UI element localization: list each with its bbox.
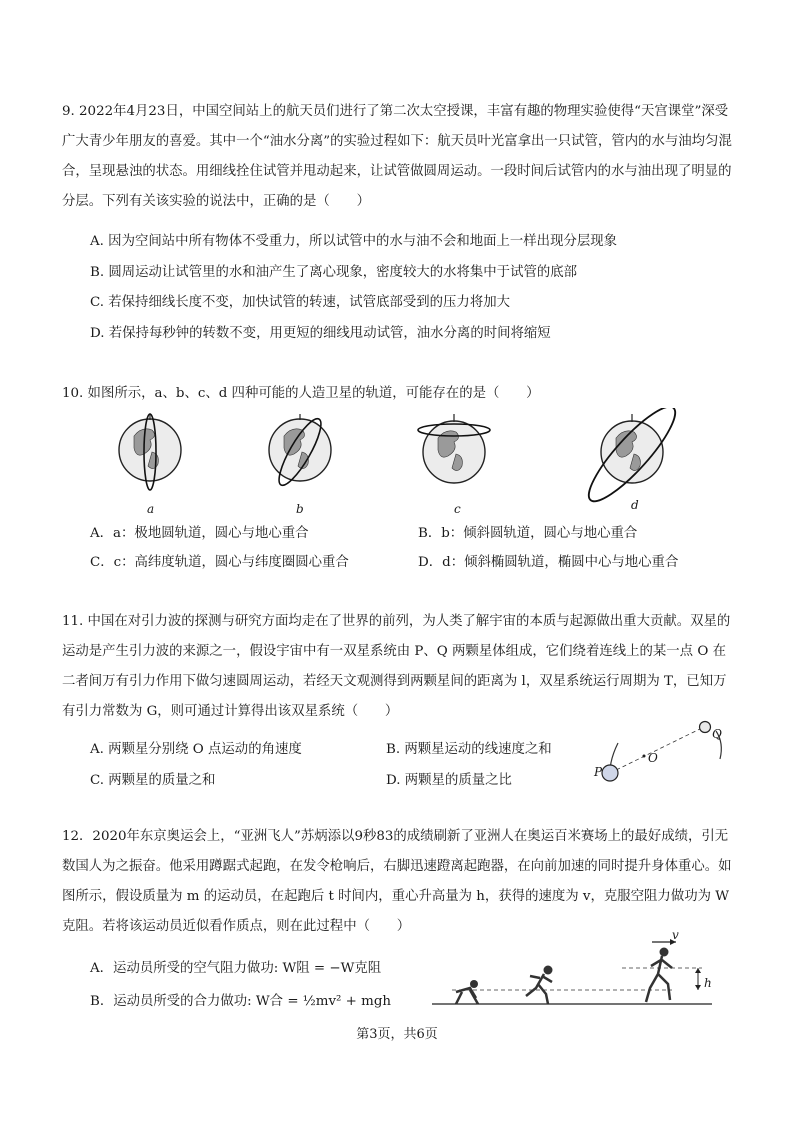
q11-option-b: B. 两颗星运动的线速度之和 [386,742,552,757]
page-footer: 第3页，共6页 [356,1027,438,1042]
q10-label-c: c [454,502,461,516]
q9-option-d: D. 若保持每秒钟的转数不变，用更短的细线甩动试管，油水分离的时间将缩短 [90,326,551,341]
q10-option-d: D．d：倾斜椭圆轨道，椭圆中心与地心重合 [418,555,679,570]
q11-option-d: D. 两颗星的质量之比 [386,773,512,788]
sprinter-label-h: h [704,976,712,990]
q10-option-a: A．a：极地圆轨道，圆心与地心重合 [90,526,309,541]
q9-stem: 9. 2022年4月23日，中国空间站上的航天员们进行了第二次太空授课，丰富有趣的物理实验使得“天宫课堂”深受广大青少年朋友的喜爱。其中一个“油水分离”的实验过程如下：航天员叶光富拿出一只试管，管内的水与油均匀混合，呈现悬浊的状态。用细线拴住试管并甩动起来，让试管做圆周运动。一段时间后试管内的水与油出现了明显的分层。下列有关该实验的说法中，正确的是（ ） [62,104,732,209]
orbit-figure-c [416,412,496,498]
binary-star-figure [588,715,728,795]
q10-label-b: b [296,502,304,516]
q10-option-c: C．c：高纬度轨道，圆心与纬度圈圆心重合 [90,555,349,570]
q10-stem: 10. 如图所示，a、b、c、d 四种可能的人造卫星的轨道，可能存在的是（ ） [62,386,540,401]
binary-label-q: Q [712,727,722,741]
q10-label-a: a [147,502,155,516]
binary-label-p: P [594,765,603,779]
q11-stem: 11. 中国在对引力波的探测与研究方面均走在了世界的前列，为人类了解宇宙的本质与起源做出重大贡献。双星的运动是产生引力波的来源之一，假设宇宙中有一双星系统由 P、Q 两颗星体组成，它们绕着连线上的某一点 O 在二者间万有引力作用下做匀速圆周运动，若经天文观测得到两颗星间的距离为 l，双星系统运行周期为 T，已知万有引力常数为 G，则可通过计算得出该双星系统（ ） [62,614,731,719]
orbit-figure-b [262,412,342,498]
orbit-figure-d [580,408,690,504]
binary-label-o: O [648,751,658,765]
q10-label-d: d [631,498,639,512]
q9-option-c: C. 若保持细线长度不变，加快试管的转速，试管底部受到的压力将加大 [90,295,510,310]
q12-option-a: A．运动员所受的空气阻力做功: W阻 = −W克阻 [90,961,382,976]
q10-option-b: B．b：倾斜圆轨道，圆心与地心重合 [418,526,638,541]
q12-stem: 12．2020年东京奥运会上，“亚洲飞人”苏炳添以9秒83的成绩刷新了亚洲人在奥运百米赛场上的最好成绩，引无数国人为之振奋。他采用蹲踞式起跑，在发令枪响后，右脚迅速蹬离起跑器，在向前加速的同时提升身体重心。如图所示，假设质量为 m 的运动员，在起跑后 t 时间内，重心升高量为 h，获得的速度为 v，克服空阻力做功为 W克阻。若将该运动员近似看作质点，则在此过程中（ ） [62,829,732,934]
q12-option-b: B．运动员所受的合力做功: W合 = ½mv² + mgh [90,994,392,1009]
q11-option-a: A. 两颗星分别绕 O 点运动的角速度 [90,742,302,757]
orbit-figure-a [112,412,192,498]
q11-option-c: C. 两颗星的质量之和 [90,773,216,788]
sprinter-label-v: v [672,928,679,942]
q9-option-b: B. 圆周运动让试管里的水和油产生了离心现象，密度较大的水将集中于试管的底部 [90,265,578,280]
q9-option-a: A. 因为空间站中所有物体不受重力，所以试管中的水与油不会和地面上一样出现分层现象 [90,234,618,249]
sprinter-figure [432,938,722,1010]
